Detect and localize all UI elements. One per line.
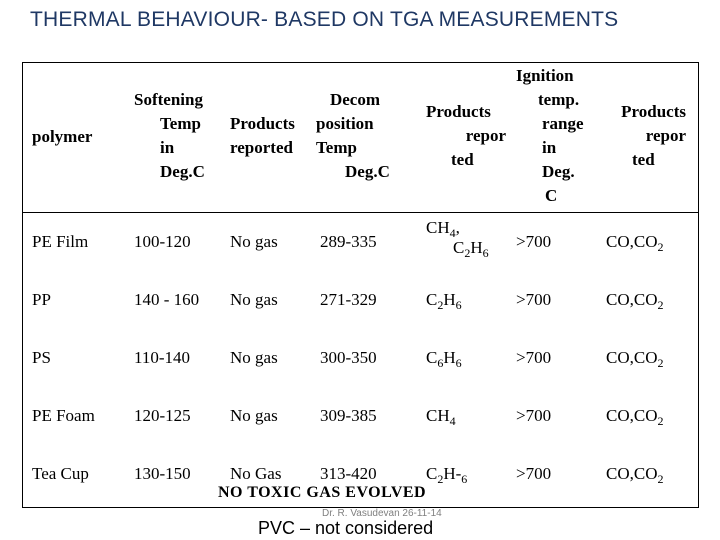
cell-products-2: $C_2H-_6$ <box>426 464 468 486</box>
author-credit: Dr. R. Vasudevan 26-11-14 <box>322 508 442 519</box>
cell-decomposition: 271-329 <box>320 290 377 309</box>
cell-polymer: Tea Cup <box>32 464 89 483</box>
cell-decomposition: 300-350 <box>320 348 377 367</box>
header-ignition: Ignition temp. range in Deg. C <box>516 66 584 205</box>
header-polymer: polymer <box>32 127 93 146</box>
cell-decomposition: 309-385 <box>320 406 377 425</box>
header-divider <box>22 212 699 213</box>
cell-ignition: >700 <box>516 232 552 251</box>
cell-products-3: $CO,CO_2$ <box>606 464 664 486</box>
cell-products-3: $CO,CO_2$ <box>606 232 664 254</box>
cell-softening: 120-125 <box>134 406 191 425</box>
cell-ignition: >700 <box>516 406 552 425</box>
cell-products: No gas <box>230 290 278 309</box>
cell-products: No gas <box>230 348 278 367</box>
cell-products: No gas <box>230 406 278 425</box>
cell-ignition: >700 <box>516 348 552 367</box>
cell-decomposition: 313-420 <box>320 464 377 483</box>
page-title: THERMAL BEHAVIOUR- BASED ON TGA MEASUREMENTS <box>30 8 619 31</box>
cell-products: No Gas <box>230 464 282 483</box>
no-toxic-gas-banner: NO TOXIC GAS EVOLVED <box>218 484 427 501</box>
cell-products-2: $CH_4$ <box>426 406 456 428</box>
pvc-note: PVC – not considered <box>258 518 434 538</box>
cell-products-2: $C_2H_6$ <box>426 290 462 312</box>
cell-products-2: $CH_4$, $C_2H_6$ <box>426 218 489 260</box>
cell-polymer: PS <box>32 348 51 367</box>
cell-products-3: $CO,CO_2$ <box>606 348 664 370</box>
cell-products-3: $CO,CO_2$ <box>606 406 664 428</box>
cell-polymer: PP <box>32 290 51 309</box>
cell-ignition: >700 <box>516 464 552 483</box>
header-softening: Softening Temp in Deg.C <box>134 90 205 181</box>
cell-decomposition: 289-335 <box>320 232 377 251</box>
cell-softening: 100-120 <box>134 232 191 251</box>
cell-softening: 110-140 <box>134 348 191 367</box>
cell-ignition: >700 <box>516 290 552 309</box>
header-products-reported: Products reported <box>230 114 295 157</box>
cell-products: No gas <box>230 232 278 251</box>
cell-products-2: $C_6H_6$ <box>426 348 462 370</box>
header-products-reported-2: Products repor ted <box>426 102 506 169</box>
header-products-reported-3: Products repor ted <box>621 102 686 169</box>
cell-products-3: $CO,CO_2$ <box>606 290 664 312</box>
cell-polymer: PE Foam <box>32 406 95 425</box>
cell-softening: 140 - 160 <box>134 290 200 309</box>
header-decomposition: Decom position Temp Deg.C <box>316 90 390 181</box>
cell-softening: 130-150 <box>134 464 191 483</box>
cell-polymer: PE Film <box>32 232 89 251</box>
